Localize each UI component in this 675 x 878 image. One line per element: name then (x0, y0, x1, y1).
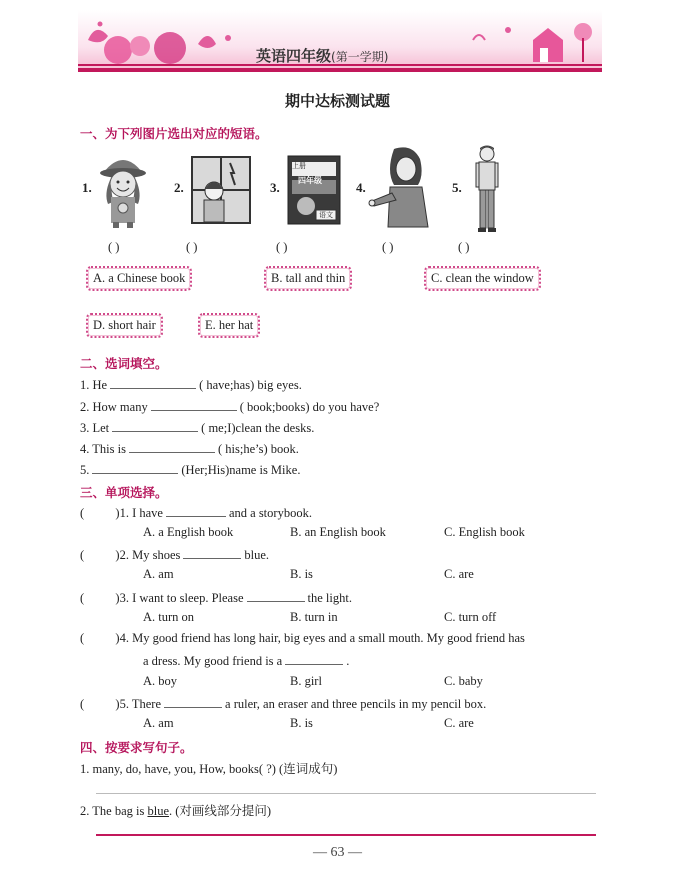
header-title: 英语四年级(第一学期) (256, 47, 389, 65)
answer-paren-2[interactable]: ( ) (186, 240, 198, 254)
picture-number-5: 5. (452, 180, 462, 195)
phrase-box-d: D. short hair (86, 313, 163, 338)
answer-blank[interactable] (129, 440, 215, 453)
answer-blank[interactable] (110, 376, 196, 389)
phrase-box-b: B. tall and thin (264, 266, 352, 291)
answer-blank (285, 652, 343, 665)
answer-blank[interactable] (112, 419, 198, 432)
q4-option-a[interactable]: A. boy (143, 674, 178, 688)
q3-option-c[interactable]: C. turn off (444, 610, 497, 624)
choice-question-2: ( )2. My shoes blue. (80, 548, 270, 562)
q5-option-c[interactable]: C. are (444, 716, 474, 730)
choice-question-3: ( )3. I want to sleep. Please the light. (80, 591, 352, 605)
book-cover-label-text: 语文 (319, 211, 333, 219)
section-3-heading: 三、单项选择。 (80, 485, 168, 500)
girl-with-hat-picture (98, 150, 148, 230)
answer-paren-4[interactable]: ( ) (382, 240, 394, 254)
fill-blank-item-1: 1. He ( have;has) big eyes. (80, 378, 302, 392)
woman-pointing-picture (368, 145, 438, 230)
q2-option-a[interactable]: A. am (143, 567, 174, 581)
answer-paren[interactable]: ( (80, 697, 116, 711)
q2-option-b[interactable]: B. is (290, 567, 313, 581)
answer-blank[interactable] (92, 461, 178, 474)
fill-blank-item-5: 5. (Her;His)name is Mike. (80, 463, 301, 477)
answer-paren[interactable]: ( (80, 548, 116, 562)
fill-blank-item-2: 2. How many ( book;books) do you have? (80, 400, 380, 414)
phrase-box-a: A. a Chinese book (86, 266, 192, 291)
answer-paren[interactable]: ( (80, 591, 116, 605)
picture-number-1: 1. (82, 180, 92, 195)
picture-number-2: 2. (174, 180, 184, 195)
fill-blank-item-3: 3. Let ( me;I)clean the desks. (80, 421, 315, 435)
q3-option-b[interactable]: B. turn in (290, 610, 338, 624)
answer-blank (183, 546, 241, 559)
rewrite-question-1: 1. many, do, have, you, How, books( ?) (连词成句) (80, 762, 338, 776)
answer-paren[interactable]: ( (80, 506, 116, 520)
answer-paren[interactable]: ( (80, 631, 116, 645)
q1-option-c[interactable]: C. English book (444, 525, 525, 539)
answer-paren-1[interactable]: ( ) (108, 240, 120, 254)
picture-number-3: 3. (270, 180, 280, 195)
footer-rule (96, 834, 596, 836)
section-4-heading: 四、按要求写句子。 (80, 740, 193, 755)
choice-question-4-line-2: a dress. My good friend is a . (143, 654, 350, 668)
picture-number-4: 4. (356, 180, 366, 195)
fill-blank-item-4: 4. This is ( his;he’s) book. (80, 442, 299, 456)
choice-question-4: ( )4. My good friend has long hair, big eyes and a small mouth. My good friend has (80, 631, 525, 645)
answer-paren-5[interactable]: ( ) (458, 240, 470, 254)
answer-paren-3[interactable]: ( ) (276, 240, 288, 254)
tall-thin-man-picture (470, 145, 504, 233)
q1-option-b[interactable]: B. an English book (290, 525, 386, 539)
section-1-heading: 一、为下列图片选出对应的短语。 (80, 126, 268, 141)
rewrite-question-2: 2. The bag is blue. (对画线部分提问) (80, 804, 272, 818)
q4-option-b[interactable]: B. girl (290, 674, 322, 688)
q1-option-a[interactable]: A. a English book (143, 525, 234, 539)
page-number: — 63 — (313, 845, 362, 860)
phrase-box-c: C. clean the window (424, 266, 541, 291)
q5-option-b[interactable]: B. is (290, 716, 313, 730)
q5-option-a[interactable]: A. am (143, 716, 174, 730)
choice-question-1: ( )1. I have and a storybook. (80, 506, 312, 520)
phrase-box-e: E. her hat (198, 313, 260, 338)
q4-option-c[interactable]: C. baby (444, 674, 483, 688)
choice-question-5: ( )5. There a ruler, an eraser and three pencils in my pencil box. (80, 697, 487, 711)
q2-option-c[interactable]: C. are (444, 567, 474, 581)
page-title: 期中达标测试题 (284, 92, 390, 110)
answer-line-1[interactable] (96, 793, 596, 794)
answer-blank[interactable] (151, 398, 237, 411)
section-2-heading: 二、选词填空。 (80, 356, 168, 371)
answer-blank (164, 695, 222, 708)
q3-option-a[interactable]: A. turn on (143, 610, 195, 624)
clean-window-picture (190, 155, 252, 225)
answer-blank (247, 589, 305, 602)
book-cover-grade-text: 四年级 (298, 176, 322, 185)
answer-blank (166, 504, 226, 517)
book-cover-top-text: 上册 (292, 162, 306, 170)
